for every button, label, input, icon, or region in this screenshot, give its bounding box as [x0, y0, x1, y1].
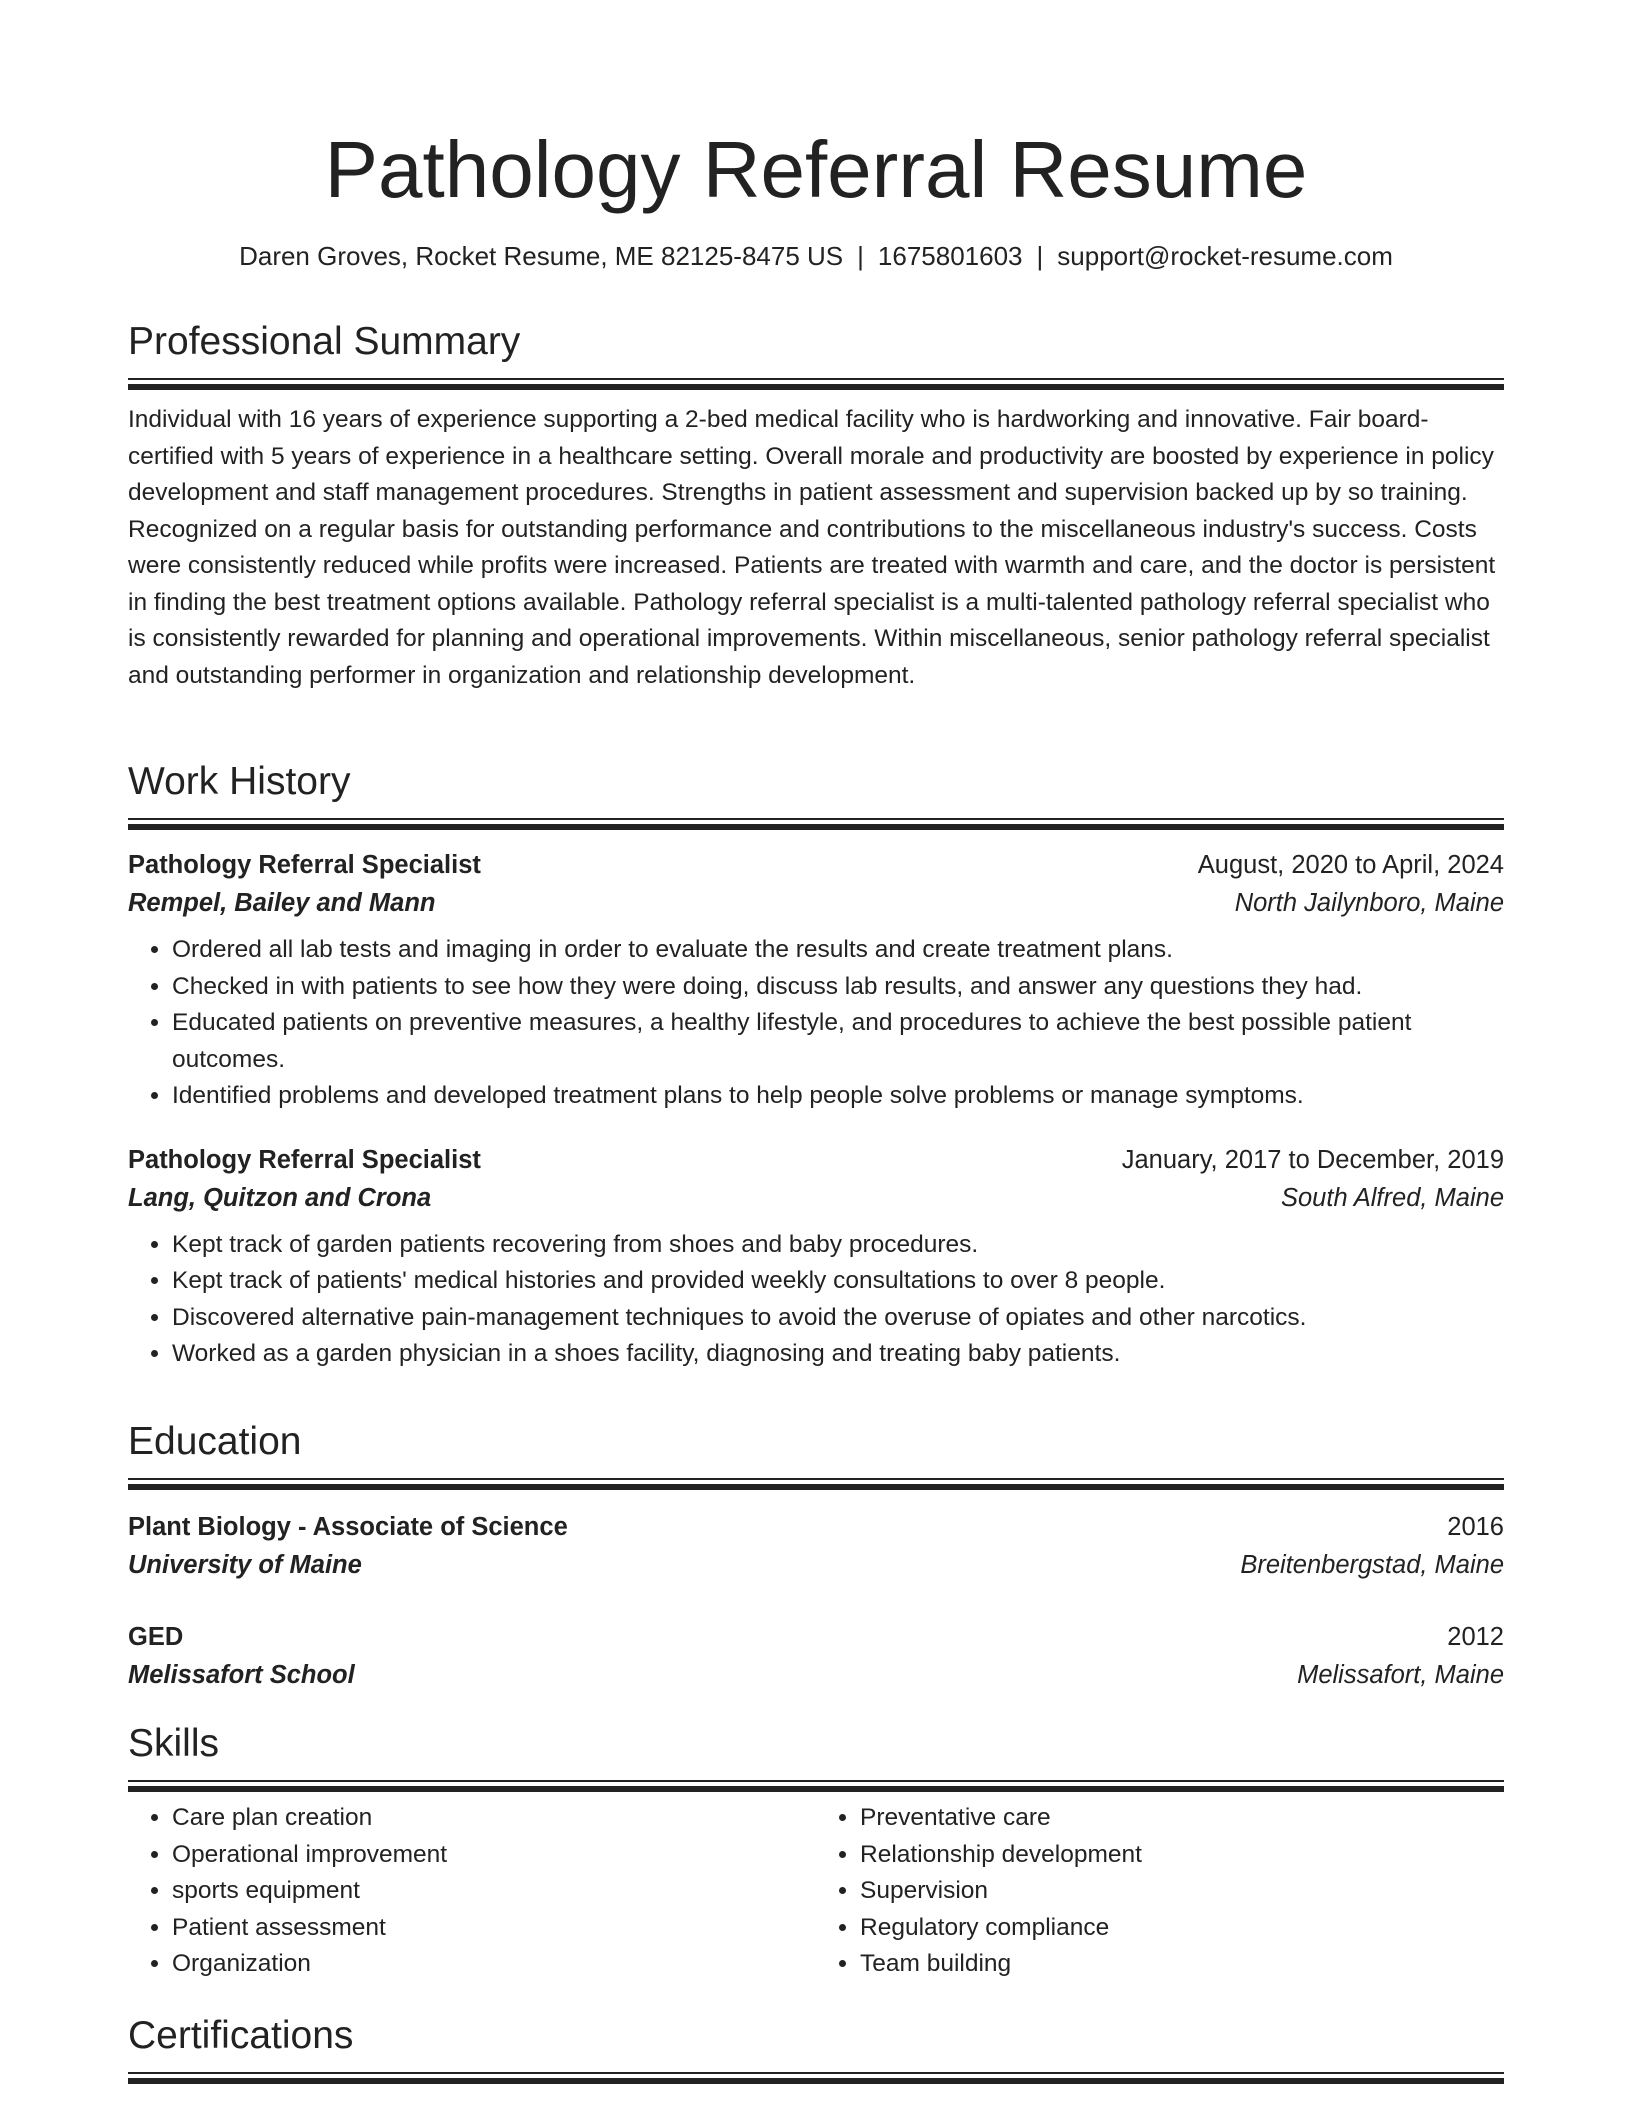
- education-year: 2016: [1447, 1513, 1504, 1541]
- list-item: • Checked in with patients to see how they were doing, discuss lab results, and answer any questions they had.: [172, 969, 1504, 1006]
- skill-item: • Care plan creation: [172, 1800, 816, 1837]
- education-school: Melissafort School: [128, 1661, 355, 1689]
- job-location: South Alfred, Maine: [1280, 1183, 1504, 1212]
- resume-title: Pathology Referral Resume: [324, 125, 1308, 214]
- education-header: [128, 1618, 1504, 1656]
- education-school-row: [128, 1546, 1504, 1584]
- summary-section: [128, 318, 1504, 694]
- skills-grid: [128, 1800, 1504, 1983]
- list-item: • Kept track of garden patients recovering from shoes and baby procedures.: [172, 1227, 1504, 1264]
- list-item: • Ordered all lab tests and imaging in order to evaluate the results and create treatment plans.: [172, 932, 1504, 969]
- skill-item: • Relationship development: [860, 1837, 1504, 1874]
- skill-item: • Patient assessment: [172, 1910, 816, 1947]
- skill-item: • Operational improvement: [172, 1837, 816, 1874]
- job-employer: Rempel, Bailey and Mann: [128, 889, 436, 917]
- section-heading: Education: [128, 1420, 302, 1463]
- education-entry: [128, 1508, 1504, 1584]
- job-employer-row: [128, 1179, 1504, 1217]
- skills-column-right: [816, 1800, 1504, 1983]
- summary-text: Individual with 16 years of experience supporting a 2-bed medical facility who is hardworking and innovative. Fair board-certified with 5 years of experience in a healthcare setting. Overall morale and productivity are boosted by experience in policy development and staff management procedures. Strengths in patient assessment and supervision backed up by so training. Recognized on a regular basis for outstanding performance and contributions to the miscellaneous industry's success. Costs were consistently reduced while profits were increased. Patients are treated with warmth and care, and the doctor is persistent in finding the best treatment options available. Pathology referral specialist is a multi-talented pathology referral specialist who is consistently rewarded for planning and operational improvements. Within miscellaneous, senior pathology referral specialist and outstanding performer in organization and relationship development.: [128, 406, 1496, 689]
- work-history-section: [128, 758, 1504, 1373]
- job-header: [128, 1141, 1504, 1179]
- job-title: Pathology Referral Specialist: [128, 1145, 481, 1174]
- list-item: • Worked as a garden physician in a shoes facility, diagnosing and treating baby patients.: [172, 1336, 1504, 1373]
- education-school: University of Maine: [128, 1551, 362, 1579]
- contact-phone: 1675801603: [877, 241, 1023, 271]
- job-dates: August, 2020 to April, 2024: [1197, 851, 1504, 879]
- job-entry: [128, 846, 1504, 1115]
- education-location: Breitenbergstad, Maine: [1240, 1551, 1504, 1579]
- section-heading: Professional Summary: [128, 320, 521, 363]
- job-header: [128, 846, 1504, 884]
- skill-item: • Organization: [172, 1946, 816, 1983]
- section-heading: Certifications: [128, 2014, 354, 2057]
- list-item: • Identified problems and developed treatment plans to help people solve problems or manage symptoms.: [172, 1078, 1504, 1115]
- section-heading: Work History: [128, 760, 351, 803]
- contact-line: [128, 238, 1504, 274]
- section-heading: Skills: [128, 1722, 220, 1765]
- education-degree: Plant Biology - Associate of Science: [128, 1513, 568, 1541]
- job-bullets: [128, 1227, 1504, 1373]
- contact-separator: |: [1036, 241, 1044, 271]
- section-divider: [128, 1478, 1504, 1484]
- skill-item: • sports equipment: [172, 1873, 816, 1910]
- job-title: Pathology Referral Specialist: [128, 851, 481, 879]
- job-entry: [128, 1141, 1504, 1373]
- list-item: • Kept track of patients' medical histories and provided weekly consultations to over 8 people.: [172, 1263, 1504, 1300]
- section-divider: [128, 818, 1504, 824]
- certifications-section: [128, 2012, 1504, 2078]
- skills-section: [128, 1720, 1504, 1983]
- job-employer-row: [128, 884, 1504, 922]
- list-item: • Discovered alternative pain-management techniques to avoid the overuse of opiates and other narcotics.: [172, 1300, 1504, 1337]
- job-location: North Jailynboro, Maine: [1234, 889, 1504, 917]
- section-divider: [128, 1780, 1504, 1786]
- education-location: Melissafort, Maine: [1297, 1661, 1504, 1689]
- skills-column-left: [128, 1800, 816, 1983]
- contact-separator: |: [857, 241, 864, 271]
- education-degree: GED: [128, 1623, 184, 1651]
- education-entry: [128, 1618, 1504, 1694]
- skill-item: • Regulatory compliance: [860, 1910, 1504, 1947]
- job-bullets: [128, 932, 1504, 1115]
- section-divider: [128, 378, 1504, 384]
- contact-address: Daren Groves, Rocket Resume, ME 82125-8475 US: [239, 241, 844, 271]
- contact-email: support@rocket-resume.com: [1057, 241, 1393, 271]
- education-header: [128, 1508, 1504, 1546]
- skill-item: • Supervision: [860, 1873, 1504, 1910]
- section-divider: [128, 2072, 1504, 2078]
- education-school-row: [128, 1656, 1504, 1694]
- job-employer: Lang, Quitzon and Crona: [128, 1183, 432, 1212]
- education-section: [128, 1418, 1504, 1694]
- education-year: 2012: [1447, 1623, 1504, 1651]
- list-item: • Educated patients on preventive measures, a healthy lifestyle, and procedures to achieve the best possible patient outcomes.: [172, 1005, 1504, 1078]
- job-dates: January, 2017 to December, 2019: [1121, 1145, 1504, 1174]
- skill-item: • Team building: [860, 1946, 1504, 1983]
- skill-item: • Preventative care: [860, 1800, 1504, 1837]
